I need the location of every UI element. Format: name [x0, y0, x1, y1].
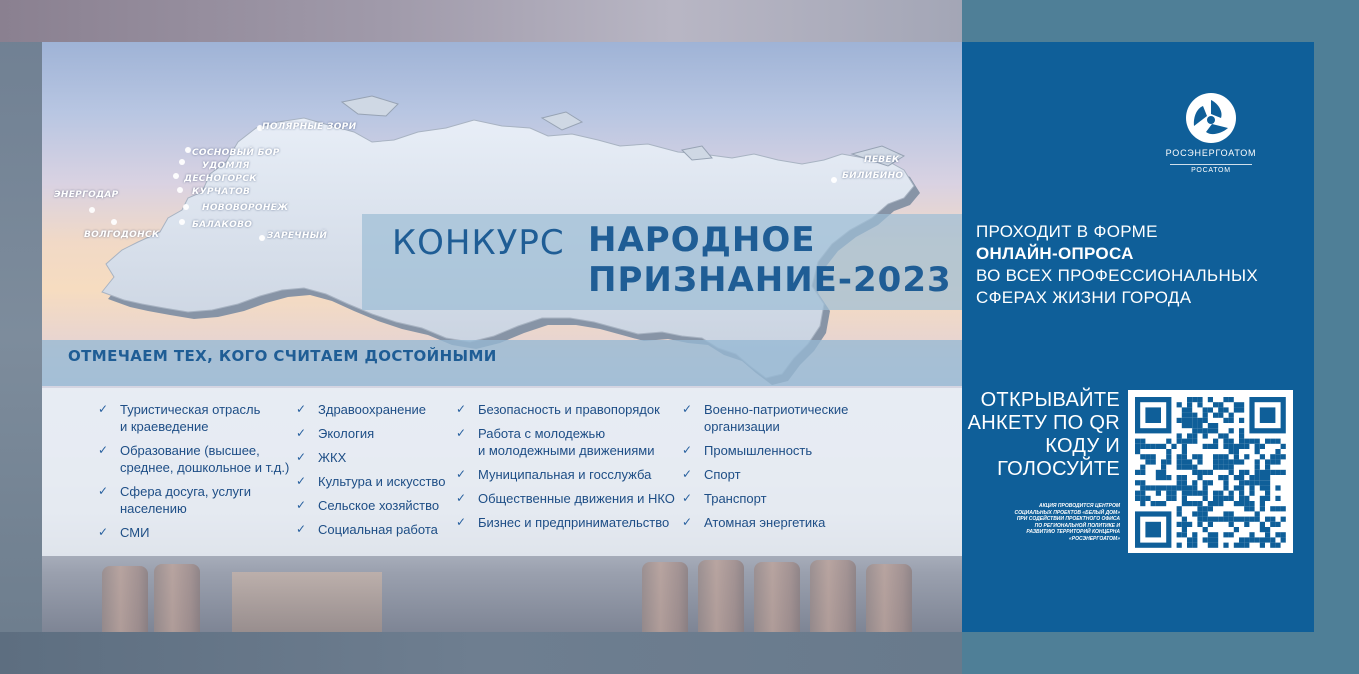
category-item: [296, 497, 445, 514]
city-label: СОСНОВЫЙ БОР: [192, 148, 280, 158]
city-label: ЭНЕРГОДАР: [54, 190, 119, 200]
fine-print-line: ПО РЕГИОНАЛЬНОЙ ПОЛИТИКЕ И: [1034, 522, 1120, 529]
city-label: ПЕВЕК: [864, 155, 900, 165]
cta-line: ГОЛОСУЙТЕ: [997, 458, 1120, 480]
checkmark-icon: ✓: [682, 467, 693, 481]
checkmark-icon: ✓: [456, 515, 467, 529]
organizer-fine-print: [962, 503, 1120, 542]
survey-line: ВО ВСЕХ ПРОФЕССИОНАЛЬНЫХ: [976, 266, 1259, 285]
category-label: ЖКХ: [318, 450, 347, 465]
category-item: [456, 514, 675, 531]
survey-line: ПРОХОДИТ В ФОРМЕ: [976, 222, 1158, 241]
survey-line: СФЕРАХ ЖИЗНИ ГОРОДА: [976, 288, 1192, 307]
cta-line: КОДУ И: [1045, 435, 1120, 457]
category-label: организации: [704, 419, 780, 434]
category-item: [296, 521, 445, 538]
category-label: Социальная работа: [318, 522, 438, 537]
cta-line: ОТКРЫВАЙТЕ: [980, 389, 1120, 411]
category-label: СМИ: [120, 525, 150, 540]
checkmark-icon: ✓: [682, 443, 693, 457]
category-label: Культура и искусство: [318, 474, 446, 489]
city-label: НОВОВОРОНЕЖ: [202, 203, 289, 213]
city-label: ПОЛЯРНЫЕ ЗОРИ: [262, 122, 357, 132]
outer-frame-top: [0, 0, 962, 42]
category-label: Экология: [318, 426, 375, 441]
fine-print-line: АКЦИЯ ПРОВОДИТСЯ ЦЕНТРОМ: [1038, 503, 1120, 509]
outer-frame-bottom: [0, 632, 962, 674]
checkmark-icon: ✓: [98, 443, 109, 457]
checkmark-icon: ✓: [456, 491, 467, 505]
checkmark-icon: ✓: [682, 402, 693, 416]
category-label: Атомная энергетика: [704, 515, 826, 530]
category-item: [296, 473, 445, 490]
city-label: БИЛИБИНО: [842, 171, 904, 181]
city-label: ВОЛГОДОНСК: [84, 230, 160, 240]
fine-print-line: «РОСЭНЕРГОАТОМ»: [1069, 535, 1120, 542]
category-item: [682, 514, 848, 531]
category-label: и молодежными движениями: [478, 443, 655, 458]
checkmark-icon: ✓: [98, 402, 109, 416]
rosatom-logo-icon: [1185, 92, 1237, 144]
category-label: Военно-патриотические: [704, 402, 849, 417]
category-item: [682, 466, 848, 483]
category-label: Спорт: [704, 467, 741, 482]
qr-code[interactable]: [1128, 390, 1293, 553]
checkmark-icon: ✓: [98, 484, 109, 498]
power-plant-illustration: [42, 552, 962, 632]
category-label: Общественные движения и НКО: [478, 491, 675, 506]
checkmark-icon: ✓: [296, 474, 307, 488]
category-item: [98, 401, 289, 435]
category-item: [682, 490, 848, 507]
qr-code-icon[interactable]: [1128, 390, 1293, 553]
brand-divider: [1170, 164, 1252, 165]
checkmark-icon: ✓: [456, 467, 467, 481]
category-item: [296, 449, 445, 466]
categories-column-1: [98, 401, 289, 548]
category-item: [296, 425, 445, 442]
city-label: ДЕСНОГОРСК: [184, 174, 257, 184]
brand-name: РОСЭНЕРГОАТОМ: [1165, 148, 1257, 158]
page-title: [588, 220, 952, 300]
city-label: КУРЧАТОВ: [192, 187, 251, 197]
category-item: [98, 524, 289, 541]
category-label: населению: [120, 501, 187, 516]
checkmark-icon: ✓: [682, 491, 693, 505]
category-item: [456, 466, 675, 483]
brand-parent: РОСАТОМ: [1191, 167, 1231, 174]
category-label: Безопасность и правопорядок: [478, 402, 660, 417]
survey-format-text: [976, 221, 1258, 309]
category-item: [98, 442, 289, 476]
city-label: УДОМЛЯ: [202, 161, 250, 171]
checkmark-icon: ✓: [456, 426, 467, 440]
category-label: Туристическая отрасль: [120, 402, 261, 417]
category-label: среднее, дошкольное и т.д.): [120, 460, 290, 475]
checkmark-icon: ✓: [98, 525, 109, 539]
title-line-1: НАРОДНОЕ: [588, 220, 816, 260]
category-label: Сфера досуга, услуги: [120, 484, 252, 499]
checkmark-icon: ✓: [456, 402, 467, 416]
category-label: Работа с молодежью: [478, 426, 606, 441]
title-line-2: ПРИЗНАНИЕ-2023: [588, 260, 952, 300]
categories-column-3: [456, 401, 675, 538]
checkmark-icon: ✓: [296, 450, 307, 464]
categories-column-2: [296, 401, 445, 545]
qr-call-to-action: [962, 389, 1120, 481]
category-item: [456, 490, 675, 507]
checkmark-icon: ✓: [682, 515, 693, 529]
fine-print-line: СОЦИАЛЬНЫХ ПРОЕКТОВ «БЕЛЫЙ ДОМ»: [1014, 509, 1120, 516]
category-label: и краеведение: [120, 419, 209, 434]
category-item: [98, 483, 289, 517]
category-item: [456, 425, 675, 459]
category-item: [296, 401, 445, 418]
categories-column-4: [682, 401, 848, 538]
city-label: ЗАРЕЧНЫЙ: [267, 231, 328, 241]
checkmark-icon: ✓: [296, 402, 307, 416]
category-label: Сельское хозяйство: [318, 498, 440, 513]
fine-print-line: ПРИ СОДЕЙСТВИИ ПРОЕКТНОГО ОФИСА: [1016, 516, 1120, 522]
checkmark-icon: ✓: [296, 522, 307, 536]
poster-banner: [42, 42, 962, 632]
city-label: БАЛАКОВО: [192, 220, 253, 230]
fine-print-line: РАЗВИТИЮ ТЕРРИТОРИЙ КОНЦЕРНА: [1026, 529, 1120, 535]
checkmark-icon: ✓: [296, 498, 307, 512]
category-label: Транспорт: [704, 491, 767, 506]
category-label: Муниципальная и госслужба: [478, 467, 652, 482]
category-item: [682, 401, 848, 435]
slogan: ОТМЕЧАЕМ ТЕХ, КОГО СЧИТАЕМ ДОСТОЙНЫМИ: [68, 347, 497, 365]
title-prefix: КОНКУРС: [392, 223, 565, 263]
category-label: Здравоохранение: [318, 402, 427, 417]
category-label: Промышленность: [704, 443, 813, 458]
cta-line: АНКЕТУ ПО QR: [967, 412, 1120, 434]
category-item: [682, 442, 848, 459]
category-label: Образование (высшее,: [120, 443, 260, 458]
category-item: [456, 401, 675, 418]
survey-line-bold: ОНЛАЙН-ОПРОСА: [976, 244, 1134, 263]
category-label: Бизнес и предпринимательство: [478, 515, 670, 530]
checkmark-icon: ✓: [296, 426, 307, 440]
